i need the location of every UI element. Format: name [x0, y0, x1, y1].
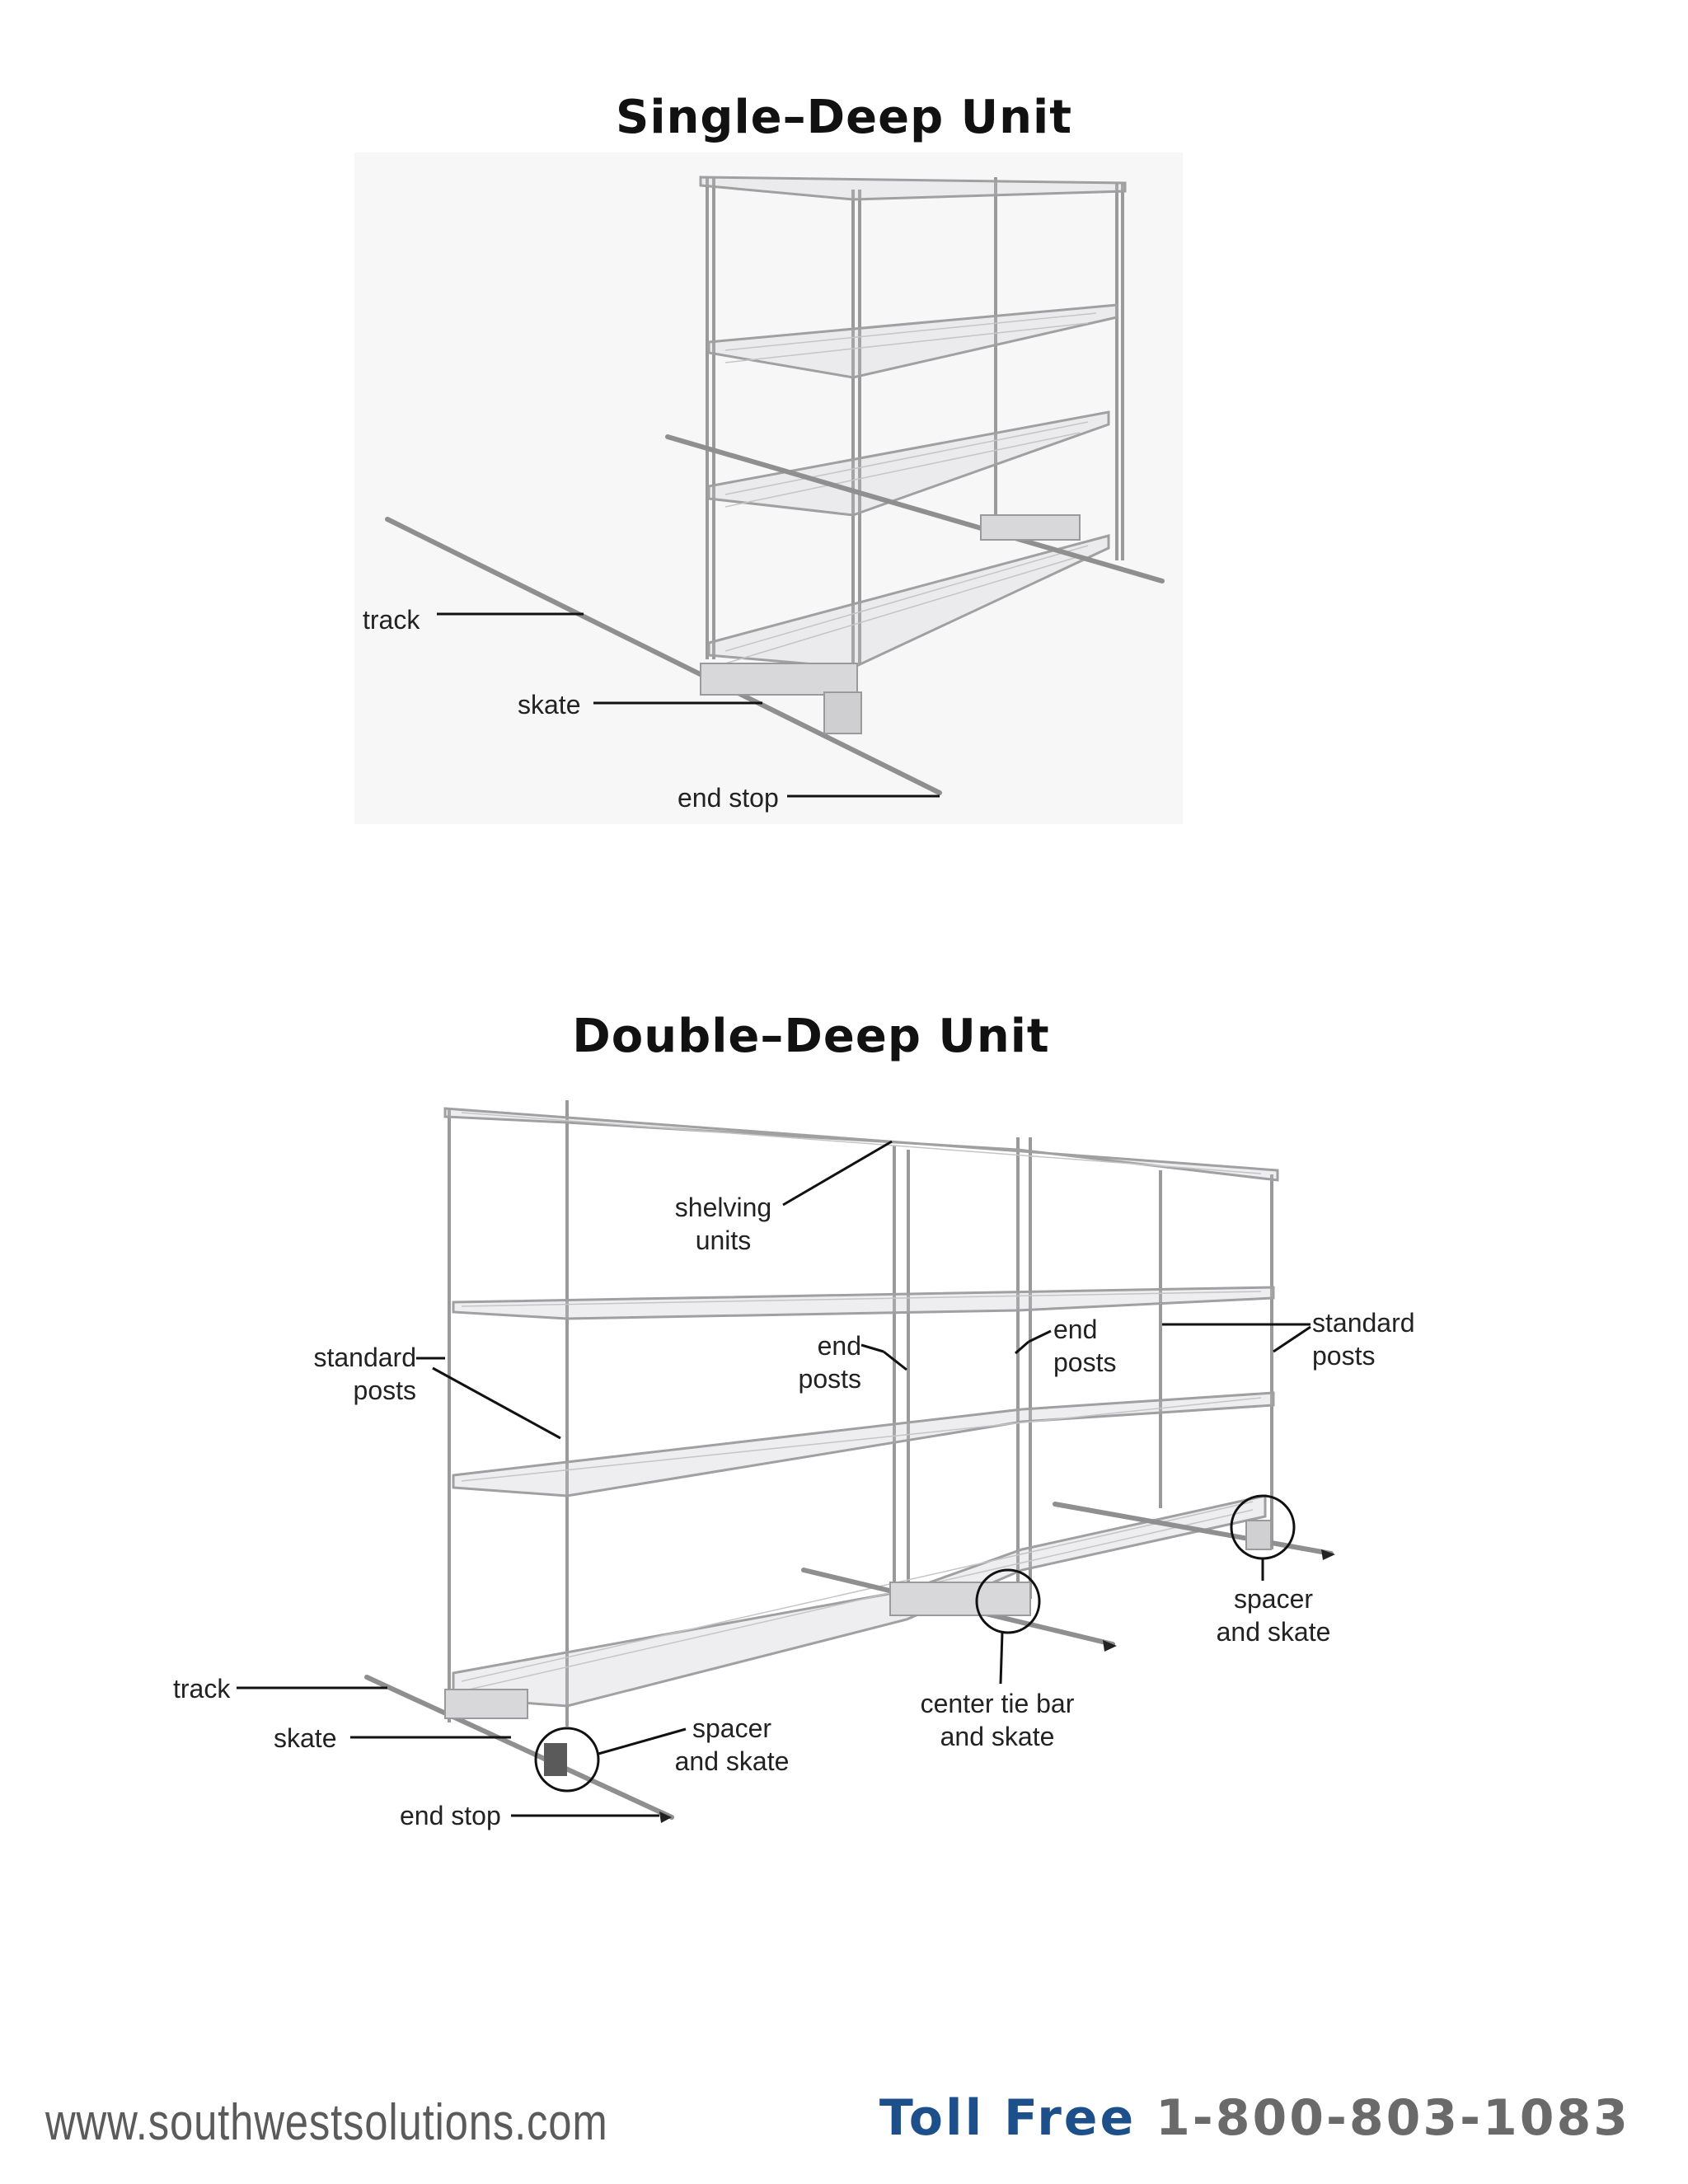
double-deep-title: Double–Deep Unit [572, 1010, 1050, 1063]
double-end-stop-label: end stop [400, 1801, 501, 1830]
toll-free-phone[interactable] [879, 2089, 1630, 2147]
end-posts-left-label: end posts [798, 1331, 861, 1394]
double-skate-label: skate [274, 1723, 337, 1753]
double-track-label: track [173, 1674, 231, 1704]
spacer-skate-left-label: spacer and skate [674, 1713, 790, 1776]
website-url[interactable]: www.southwestsolutions.com [45, 2094, 608, 2151]
standard-posts-left-label: standard posts [313, 1343, 416, 1405]
single-deep-title: Single–Deep Unit [616, 91, 1072, 144]
single-track-label: track [363, 605, 420, 635]
phone-number: 1-800-803-1083 [1156, 2089, 1630, 2147]
single-skate-label: skate [518, 690, 581, 719]
standard-posts-right-label: standard posts [1312, 1308, 1415, 1371]
spacer-skate-right-label: spacer and skate [1216, 1584, 1331, 1647]
single-end-stop-label: end stop [678, 783, 779, 813]
shelving-units-label: shelving units [674, 1193, 772, 1255]
end-posts-right-label: end posts [1053, 1315, 1117, 1377]
toll-free-label: Toll Free [879, 2089, 1137, 2147]
center-tie-bar-label: center tie bar and skate [920, 1689, 1075, 1751]
